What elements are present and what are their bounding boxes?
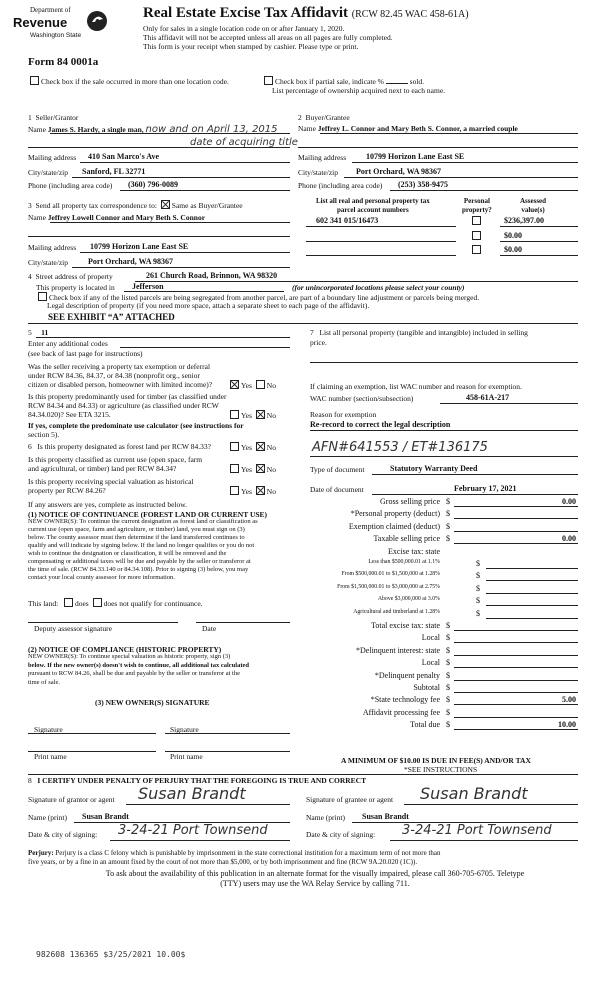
section-8-number: 8 <box>28 776 32 785</box>
sold-label: sold. <box>409 77 425 86</box>
street-line <box>135 281 578 282</box>
current-use-no-label: No <box>266 465 276 474</box>
seller-city-label: City/state/zip <box>28 168 68 177</box>
parcel-row-2-personal-checkbox[interactable] <box>472 231 481 240</box>
grantee-name-label: Name (print) <box>306 813 345 822</box>
seller-handwritten-note-2: date of acquiring title <box>190 137 298 148</box>
seller-phone: (360) 796-0089 <box>128 180 178 189</box>
minimum-due: A MINIMUM OF $10.00 IS DUE IN FEE(S) AND/OR TAX <box>341 756 531 765</box>
calc-currency: $ <box>476 571 480 581</box>
partial-sale-label: Check box if partial sale, indicate % <box>275 77 384 86</box>
notice-3-heading: (3) NEW OWNER(S) SIGNATURE <box>95 698 210 707</box>
calc-label: Agricultural and timberland at 1.28% <box>353 608 440 615</box>
notice-1-line: the time of sale. (RCW 84.33.140 or 84.34.108). Prior to signing (3) below, you may <box>28 566 249 573</box>
reason-label: Reason for exemption <box>310 410 377 419</box>
section-1-number: 1 <box>28 113 32 122</box>
grantee-date-label: Date & city of signing: <box>306 830 376 839</box>
title-cite: (RCW 82.45 WAC 458-61A) <box>351 9 469 20</box>
current-use-line1: Is this property classified as current use (open space, farm <box>28 455 203 464</box>
q-exemption <box>28 362 212 389</box>
parcel-row-2-value: $0.00 <box>504 231 522 240</box>
tax-name-line <box>50 222 290 223</box>
notice-1-heading: (1) NOTICE OF CONTINUANCE (FOREST LAND OR CURRENT USE) <box>28 510 268 519</box>
q-timber-no-checkbox[interactable] <box>256 410 265 419</box>
q-timber-line1: Is this property predominantly used for timber (as classified under <box>28 392 227 401</box>
notice-1-line: NEW OWNER(S): To continue the current designation as forest land or classification as <box>28 518 258 525</box>
buyer-phone-label: Phone (including area code) <box>298 181 383 190</box>
section-2-number: 2 <box>298 113 302 122</box>
q-exemption-line2: under RCW 84.36, 84.37, or 84.38 (nonprofit org., senior <box>28 371 200 380</box>
calc-currency: $ <box>446 720 450 730</box>
agency-name: Revenue <box>13 15 68 30</box>
parcel-h1: List all real and personal property tax <box>316 197 430 205</box>
parcel-row-3-value: $0.00 <box>504 245 522 254</box>
calc-value-line <box>454 692 578 693</box>
alternate-format <box>60 869 570 889</box>
form-number: Form 84 0001a <box>28 56 99 68</box>
notice-1-line: compensating or additional taxes will be due and payable by the seller or transferor at <box>28 558 251 565</box>
forest-answer <box>228 442 276 452</box>
same-as-buyer-checkbox[interactable] <box>161 200 170 209</box>
legal-description-label: Legal description of property (if you need more space, attach a separate sheet to each page of the affidavit). <box>47 301 370 310</box>
forest-no-checkbox[interactable] <box>256 442 265 451</box>
grantee-name: Susan Brandt <box>362 812 409 821</box>
calc-currency: $ <box>446 497 450 506</box>
buyer-city: Port Orchard, WA 98367 <box>356 167 442 176</box>
buyer-name-line <box>320 133 578 134</box>
perjury-heading: Perjury: <box>28 849 54 857</box>
forest-yes-label: Yes <box>241 443 252 452</box>
notice-2-line: pursuant to RCW 84.26, shall be due and payable by the seller or transferor at the <box>28 670 240 677</box>
calc-currency: $ <box>446 621 450 630</box>
section-7-number: 7 <box>310 328 314 337</box>
revenue-logo-icon <box>86 10 108 32</box>
calc-value-line <box>454 729 578 730</box>
parcel-row-3-personal-checkbox[interactable] <box>472 245 481 254</box>
buyer-name-row <box>298 124 518 133</box>
section-5-number: 5 <box>28 328 32 337</box>
doc-date-label: Date of document <box>310 485 364 494</box>
calc-label: Affidavit processing fee <box>362 707 440 717</box>
wac-label: WAC number (section/subsection) <box>310 394 414 403</box>
seller-city: Sanford, FL 32771 <box>82 167 146 176</box>
q-exemption-line3: citizen or disabled person, homeowner with limited income)? <box>28 380 213 389</box>
buyer-phone-line <box>390 190 578 191</box>
buyer-name: Jeffrey L. Connor and Mary Beth S. Connor, a married couple <box>317 124 518 133</box>
certify-text: I CERTIFY UNDER PENALTY OF PERJURY THAT THE FOREGOING IS TRUE AND CORRECT <box>37 776 367 785</box>
calc-value-line <box>454 543 578 544</box>
does-label: does <box>74 599 89 608</box>
buyer-mailing-line <box>352 162 578 163</box>
historic-no-checkbox[interactable] <box>256 486 265 495</box>
grantor-date-label: Date & city of signing: <box>28 830 98 839</box>
buyer-mailing-label: Mailing address <box>298 153 347 162</box>
tax-name-line-2 <box>28 236 290 237</box>
afn-line <box>310 456 578 457</box>
tax-city-line <box>72 267 290 268</box>
section-5-row <box>28 328 48 337</box>
historic-no-label: No <box>266 487 276 496</box>
q-exemption-no-label: No <box>266 381 276 390</box>
calc-value-line <box>486 605 578 606</box>
current-use-yes-checkbox[interactable] <box>230 464 239 473</box>
buyer-phone: (253) 358-9475 <box>398 180 448 189</box>
grantee-date-city: 3-24-21 Port Townsend <box>402 823 552 838</box>
calc-currency: $ <box>446 695 450 705</box>
location-note: (for unincorporated locations please select your county) <box>292 283 465 292</box>
calc-label: Excise tax: state <box>388 546 440 556</box>
forest-no-label: No <box>266 443 276 452</box>
calc-currency: $ <box>476 608 480 618</box>
calc-value-line <box>486 568 578 569</box>
historic-question <box>28 477 194 495</box>
tax-name: Jeffrey Lowell Connor and Mary Beth S. Connor <box>47 213 206 222</box>
does-not-label: does not qualify for continuance. <box>103 599 203 608</box>
q-exemption-yes-checkbox[interactable] <box>230 380 239 389</box>
deputy-line <box>28 622 178 623</box>
tax-city: Port Orchard, WA 98367 <box>88 257 174 266</box>
parcel-row-1-personal-checkbox[interactable] <box>472 216 481 225</box>
calc-currency: $ <box>446 534 450 544</box>
buyer-city-line <box>344 177 578 178</box>
this-land-row <box>28 598 203 608</box>
calc-value-line <box>454 717 578 718</box>
historic-yes-label: Yes <box>241 487 252 496</box>
parcel-row-3-line <box>306 255 456 256</box>
current-use-answer <box>228 464 276 474</box>
calc-value-line <box>454 704 578 705</box>
calc-currency: $ <box>446 707 450 717</box>
q-exemption-yes-label: Yes <box>241 381 252 390</box>
calc-value: 10.00 <box>558 720 576 730</box>
buyer-city-label: City/state/zip <box>298 168 338 177</box>
parcel-header-1 <box>316 197 430 215</box>
seller-handwritten-note: now and on April 13, 2015 <box>145 124 278 135</box>
section-6-number: 6 <box>28 442 32 451</box>
historic-line1: Is this property receiving special valuation as historical <box>28 477 194 486</box>
calc-label: *Personal property (deduct) <box>350 509 440 519</box>
notice-1-line: current use (open space, farm and agriculture, or timber) land, you must sign on (3) <box>28 526 245 533</box>
notice-2-heading: (2) NOTICE OF COMPLIANCE (HISTORIC PROPERTY) <box>28 645 222 654</box>
historic-answer <box>228 486 276 496</box>
grantee-date-line <box>390 840 578 841</box>
section-3-text: Send all property tax correspondence to: <box>35 201 157 210</box>
calc-label: Local <box>421 633 440 643</box>
calc-label: Less than $500,000.01 at 1.1% <box>368 559 440 565</box>
calc-value-line <box>454 518 578 519</box>
additional-codes-hint: (see back of last page for instructions) <box>28 349 143 358</box>
afn-handwritten: AFN#641553 / ET#136175 <box>312 440 488 455</box>
q-timber-yes-label: Yes <box>241 411 252 420</box>
tax-name-label: Name <box>28 213 46 222</box>
buyer-mailing: 10799 Horizon Lane East SE <box>366 152 465 161</box>
q-exemption-no-checkbox[interactable] <box>256 380 265 389</box>
notice-1-line: wish to continue the designation or classification, it will be removed and the <box>28 550 227 557</box>
perjury-line1: Perjury is a class C felony which is punishable by imprisonment in the state correctional institution for a maximum term of not more than <box>55 849 441 857</box>
location-county: Jefferson <box>132 282 164 291</box>
segregated-checkbox[interactable] <box>38 292 47 301</box>
see-instructions: *SEE INSTRUCTIONS <box>404 765 478 774</box>
exemption-instruction: If claiming an exemption, list WAC number and reason for exemption. <box>310 382 522 391</box>
calc-label: Exemption claimed (deduct) <box>348 521 440 531</box>
grantor-date-city: 3-24-21 Port Townsend <box>118 823 268 838</box>
does-checkbox[interactable] <box>64 598 73 607</box>
grantor-sig-line <box>126 804 290 805</box>
calc-value-line <box>454 531 578 532</box>
section-5-code-line <box>36 337 290 338</box>
doc-date-line <box>372 494 578 495</box>
calc-label: *Delinquent penalty <box>374 670 440 680</box>
calc-value-line <box>454 642 578 643</box>
owner-sig-label-2: Signature <box>170 725 199 734</box>
tax-mailing-label: Mailing address <box>28 243 77 252</box>
reason-line <box>310 430 578 431</box>
calc-value-line <box>454 506 578 507</box>
title-note-2: This affidavit will not be accepted unless all areas on all pages are fully completed. <box>143 33 393 42</box>
calc-value: 5.00 <box>562 695 576 705</box>
agency-line3: Washington State <box>30 32 82 39</box>
grantor-name: Susan Brandt <box>82 812 129 821</box>
q-timber-line3: 84.34.020)? See ETA 3215. <box>28 410 111 419</box>
calc-label: Local <box>421 658 440 668</box>
calc-currency: $ <box>476 583 480 593</box>
calc-value-line <box>486 593 578 594</box>
parcel-h1b: parcel account numbers <box>336 206 409 214</box>
seller-name-line-2 <box>28 147 290 148</box>
calc-currency: $ <box>446 645 450 655</box>
section-4-bottom-line <box>28 323 578 324</box>
notice-1-line: below. The county assessor must then determine if the land transferred continues to <box>28 534 245 541</box>
if-any-yes: If any answers are yes, complete as instructed below. <box>28 500 188 509</box>
alternate-line2: (TTY) users may use the WA Relay Service by calling 711. <box>220 879 410 888</box>
same-as-buyer-label: Same as Buyer/Grantee <box>171 201 243 210</box>
seller-name-line <box>50 133 290 134</box>
seller-mailing: 410 San Marco's Ave <box>88 152 160 161</box>
section-2-heading: Buyer/Grantee <box>305 113 350 122</box>
q-calculator-line1: If yes, complete the predominate use calculator (see instructions for <box>28 421 244 430</box>
seller-mailing-line <box>80 162 290 163</box>
grantor-name-label: Name (print) <box>28 813 67 822</box>
personal-property-label-2: price. <box>310 338 327 347</box>
section-3-header <box>28 200 243 210</box>
calc-label: Above $3,000,000 at 3.0% <box>377 596 440 603</box>
buyer-name-label: Name <box>298 124 316 133</box>
calc-label: Total excise tax: state <box>371 621 440 630</box>
calc-label: Subtotal <box>413 683 440 692</box>
street-address: 261 Church Road, Brinnon, WA 98320 <box>146 271 278 280</box>
seller-name: James S. Hardy, a single man, <box>47 125 144 134</box>
calc-label: *Delinquent interest: state <box>356 645 440 655</box>
calc-label: Taxable selling price <box>373 534 440 544</box>
grantor-date-line <box>110 840 290 841</box>
calc-currency: $ <box>446 509 450 519</box>
multi-location-label: Check box if the sale occurred in more than one location code. <box>41 77 229 86</box>
q-timber <box>28 392 227 419</box>
section-1-header <box>28 113 78 122</box>
doc-type-label: Type of document <box>310 465 365 474</box>
parcel-h2: Personal <box>463 197 490 205</box>
agency-logo <box>8 6 113 54</box>
doc-type-line <box>372 474 578 475</box>
q-timber-answer <box>228 410 276 420</box>
current-use-question <box>28 455 202 473</box>
q-calculator <box>28 421 244 439</box>
owner-print-label-2: Print name <box>170 752 203 761</box>
calc-currency: $ <box>446 633 450 643</box>
parcel-h3: Assessed <box>520 197 547 205</box>
tax-mailing-line <box>80 252 290 253</box>
buyer-name-line-2 <box>298 147 578 148</box>
seller-city-line <box>72 177 290 178</box>
exhibit-a: SEE EXHIBIT “A” ATTACHED <box>48 312 175 322</box>
wac-line <box>440 403 578 404</box>
historic-yes-checkbox[interactable] <box>230 486 239 495</box>
street-label: Street address of property <box>35 272 113 281</box>
calc-label: Total due <box>410 720 440 730</box>
parcel-row-2-line <box>306 241 456 242</box>
calc-value-line <box>454 630 578 631</box>
grantee-signature: Susan Brandt <box>420 784 528 803</box>
q-timber-line2: RCW 84.34 and 84.33) or agriculture (as classified under RCW <box>28 401 219 410</box>
additional-codes-line <box>120 347 290 348</box>
partial-sale-checkbox[interactable] <box>264 76 273 85</box>
notice-2-line: below. If the new owner(s) doesn't wish to continue, all additional tax calculated <box>28 661 250 669</box>
q-exemption-answer <box>228 380 276 390</box>
section-7-row <box>310 328 528 348</box>
calc-label: From $1,500,000.01 to $3,000,000 at 2.75% <box>337 583 440 590</box>
deputy-label: Deputy assessor signature <box>34 624 112 633</box>
grantor-sig-label: Signature of grantor or agent <box>28 795 115 804</box>
seller-name-label: Name <box>28 125 46 134</box>
alternate-line1: To ask about the availability of this publication in an alternate format for the visually impaired, please call 360-705-6705. Teletype <box>105 869 525 878</box>
grantee-sig-line <box>404 804 578 805</box>
parcel-row-1-line <box>306 226 456 227</box>
grantee-sig-label: Signature of grantee or agent <box>306 795 394 804</box>
notice-1-line: contact your local county assessor for more information. <box>28 574 175 581</box>
perjury-text <box>28 849 441 867</box>
calc-value-line <box>486 580 578 581</box>
calc-label: Gross selling price <box>380 497 440 506</box>
parcel-header-2 <box>462 197 492 215</box>
perjury-line2: five years, or by a fine in an amount fixed by the court of not more than $5,000, or by both imprisonment and fine (RCW 9A.20.020 (1C)). <box>28 858 418 866</box>
parcel-h3b: value(s) <box>521 206 545 214</box>
parcel-h2b: property? <box>462 206 492 214</box>
tax-city-label: City/state/zip <box>28 258 68 267</box>
wac-number: 458-61A-217 <box>466 393 510 402</box>
parcel-row-1-account: 602 341 015/16473 <box>316 216 379 225</box>
tax-name-row <box>28 213 205 222</box>
calc-label: *State technology fee <box>370 695 440 705</box>
section-8-top-line <box>28 774 578 775</box>
personal-property-line <box>310 362 578 363</box>
calc-value: 0.00 <box>562 497 576 506</box>
section-4-row <box>28 272 113 281</box>
notice-1-text <box>28 518 258 582</box>
section-3-number: 3 <box>28 201 32 210</box>
calc-value-line <box>454 680 578 681</box>
personal-property-label: List all personal property (tangible and intangible) included in selling <box>319 328 528 337</box>
calc-currency: $ <box>476 596 480 606</box>
doc-date: February 17, 2021 <box>454 484 517 493</box>
title-note-1: Only for sales in a single location code on or after January 1, 2020. <box>143 24 345 33</box>
does-not-checkbox[interactable] <box>93 598 102 607</box>
deputy-date-line <box>196 622 290 623</box>
calc-value-line <box>486 618 578 619</box>
notice-2-text <box>28 653 249 687</box>
agency-line1: Department of <box>30 6 71 14</box>
seller-mailing-label: Mailing address <box>28 153 77 162</box>
seller-phone-line <box>120 190 290 191</box>
additional-codes-label: Enter any additional codes <box>28 339 108 348</box>
calc-currency: $ <box>446 658 450 668</box>
calc-currency: $ <box>476 559 480 568</box>
cashier-stamp: 982608 136365 $3/25/2021 10.00$ <box>36 950 186 959</box>
section-5-code: 11 <box>41 328 49 337</box>
segregated-label: Check box if any of the listed parcels are being segregated from another parcel, are part of a boundary line adjustment or parcels being merged. <box>49 293 480 302</box>
multi-location-checkbox[interactable] <box>30 76 39 85</box>
calc-currency: $ <box>446 683 450 692</box>
section-6-q1 <box>28 442 211 451</box>
calc-value-line <box>454 655 578 656</box>
q-timber-yes-checkbox[interactable] <box>230 410 239 419</box>
this-land-label: This land: <box>28 599 59 608</box>
title-note-3: This form is your receipt when stamped by cashier. Please type or print. <box>143 42 359 51</box>
multi-location-checkbox-row <box>28 76 229 86</box>
owner-sig-label-1: Signature <box>34 725 63 734</box>
ownership-note: List percentage of ownership acquired next to each name. <box>272 86 446 95</box>
calc-value: 0.00 <box>562 534 576 544</box>
form-title <box>143 5 469 22</box>
section-1-heading: Seller/Grantor <box>35 113 79 122</box>
section-2-header <box>298 113 350 122</box>
current-use-line2: and agricultural, or timber) land per RCW 84.34? <box>28 464 177 473</box>
partial-sale-checkbox-row <box>262 76 424 86</box>
notice-2-line: NEW OWNER(S): To continue special valuation as historic property, sign (3) <box>28 653 231 660</box>
current-use-no-checkbox[interactable] <box>256 464 265 473</box>
grantor-signature: Susan Brandt <box>138 784 246 803</box>
parcel-row-3-value-line <box>500 255 578 256</box>
seller-phone-label: Phone (including area code) <box>28 181 113 190</box>
forest-yes-checkbox[interactable] <box>230 442 239 451</box>
parcel-row-1-value: $236,397.00 <box>504 216 544 225</box>
parcel-row-1-value-line <box>500 226 578 227</box>
title-main: Real Estate Excise Tax Affidavit <box>143 5 348 21</box>
reason-text: Re-record to correct the legal description <box>310 420 451 429</box>
forest-question: Is this property designated as forest land per RCW 84.33? <box>37 442 211 451</box>
historic-line2: property per RCW 84.26? <box>28 486 106 495</box>
parcel-header-3 <box>520 197 546 215</box>
current-use-yes-label: Yes <box>241 465 252 474</box>
location-label: This property is located in <box>36 283 115 292</box>
calc-value-line <box>454 667 578 668</box>
parcel-row-2-value-line <box>500 241 578 242</box>
calc-currency: $ <box>446 521 450 531</box>
notice-2-line: time of sale. <box>28 678 60 686</box>
owner-print-label-1: Print name <box>34 752 67 761</box>
q-exemption-line1: Was the seller receiving a property tax exemption or deferral <box>28 362 211 371</box>
deputy-date-label: Date <box>202 624 217 633</box>
q-timber-no-label: No <box>266 411 276 420</box>
calc-label: From $500,000.01 to $1,500,000 at 1.28% <box>341 571 440 578</box>
tax-mailing: 10799 Horizon Lane East SE <box>90 242 189 251</box>
doc-type: Statutory Warranty Deed <box>390 464 478 473</box>
section-4-number: 4 <box>28 272 32 281</box>
calc-currency: $ <box>446 670 450 680</box>
q-calculator-line2: section 5). <box>28 430 60 439</box>
notice-1-line: qualify and will indicate by signing below. If the land no longer qualifies or you do not <box>28 542 255 549</box>
